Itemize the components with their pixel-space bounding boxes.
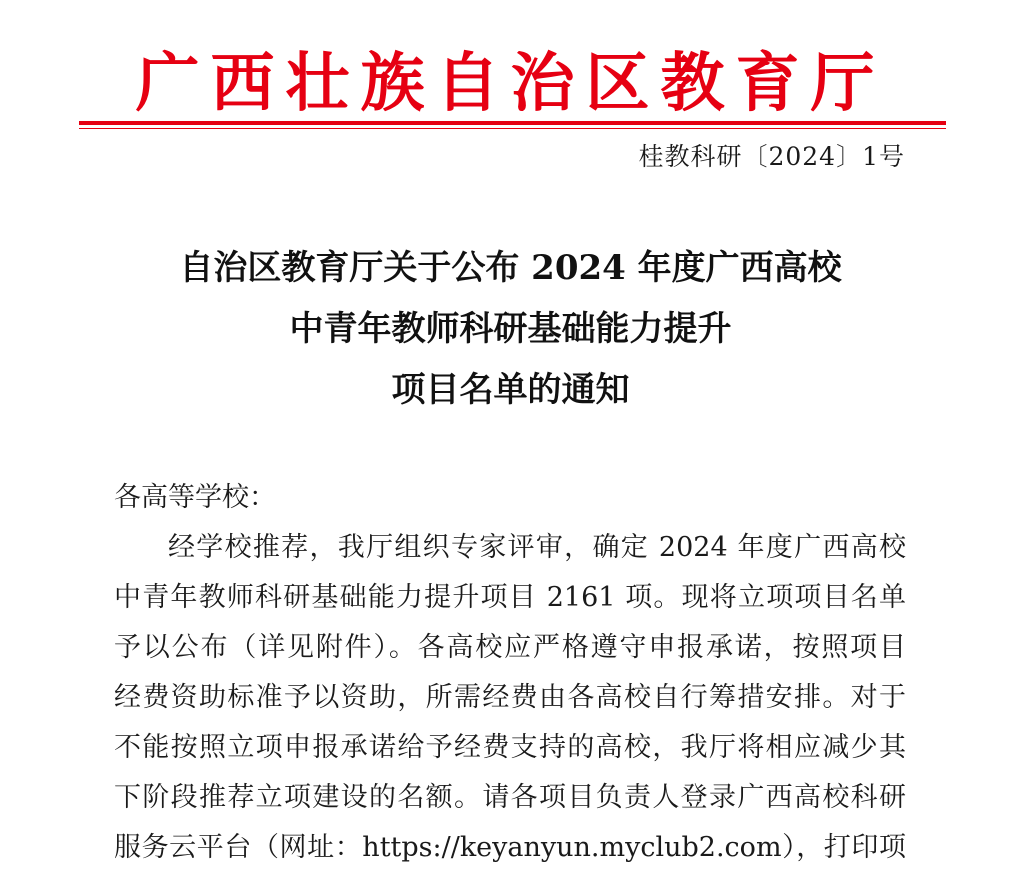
document-title (0, 238, 1021, 421)
body-line-5: 不能按照立项申报承诺给予经费支持的高校，我厅将相应减少其 (114, 732, 906, 763)
body-line-4: 经费资助标准予以资助，所需经费由各高校自行筹措安排。对于 (114, 682, 906, 713)
title-line-3: 项目名单的通知 (391, 370, 630, 410)
body-line-1: 经学校推荐，我厅组织专家评审，确定 2024 年度广西高校 (168, 532, 906, 563)
document-number: 桂教科研〔2024〕1号 (638, 142, 905, 171)
title-line-2: 中青年教师科研基础能力提升 (289, 309, 732, 349)
issuer-masthead: 广西壮族自治区教育厅 (135, 47, 886, 121)
red-separator-thick (79, 121, 946, 125)
body-line-7: 服务云平台（网址：https://keyanyun.myclub2.com），打印项 (114, 832, 906, 863)
salutation: 各高等学校： (114, 482, 276, 513)
body-line-3: 予以公布（详见附件）。各高校应严格遵守申报承诺，按照项目 (114, 632, 906, 663)
red-separator-thin (79, 128, 946, 129)
body-line-6: 下阶段推荐立项建设的名额。请各项目负责人登录广西高校科研 (114, 782, 906, 813)
title-line-1: 自治区教育厅关于公布 2024 年度广西高校 (179, 248, 842, 288)
body-line-2: 中青年教师科研基础能力提升项目 2161 项。现将立项项目名单 (114, 582, 906, 613)
